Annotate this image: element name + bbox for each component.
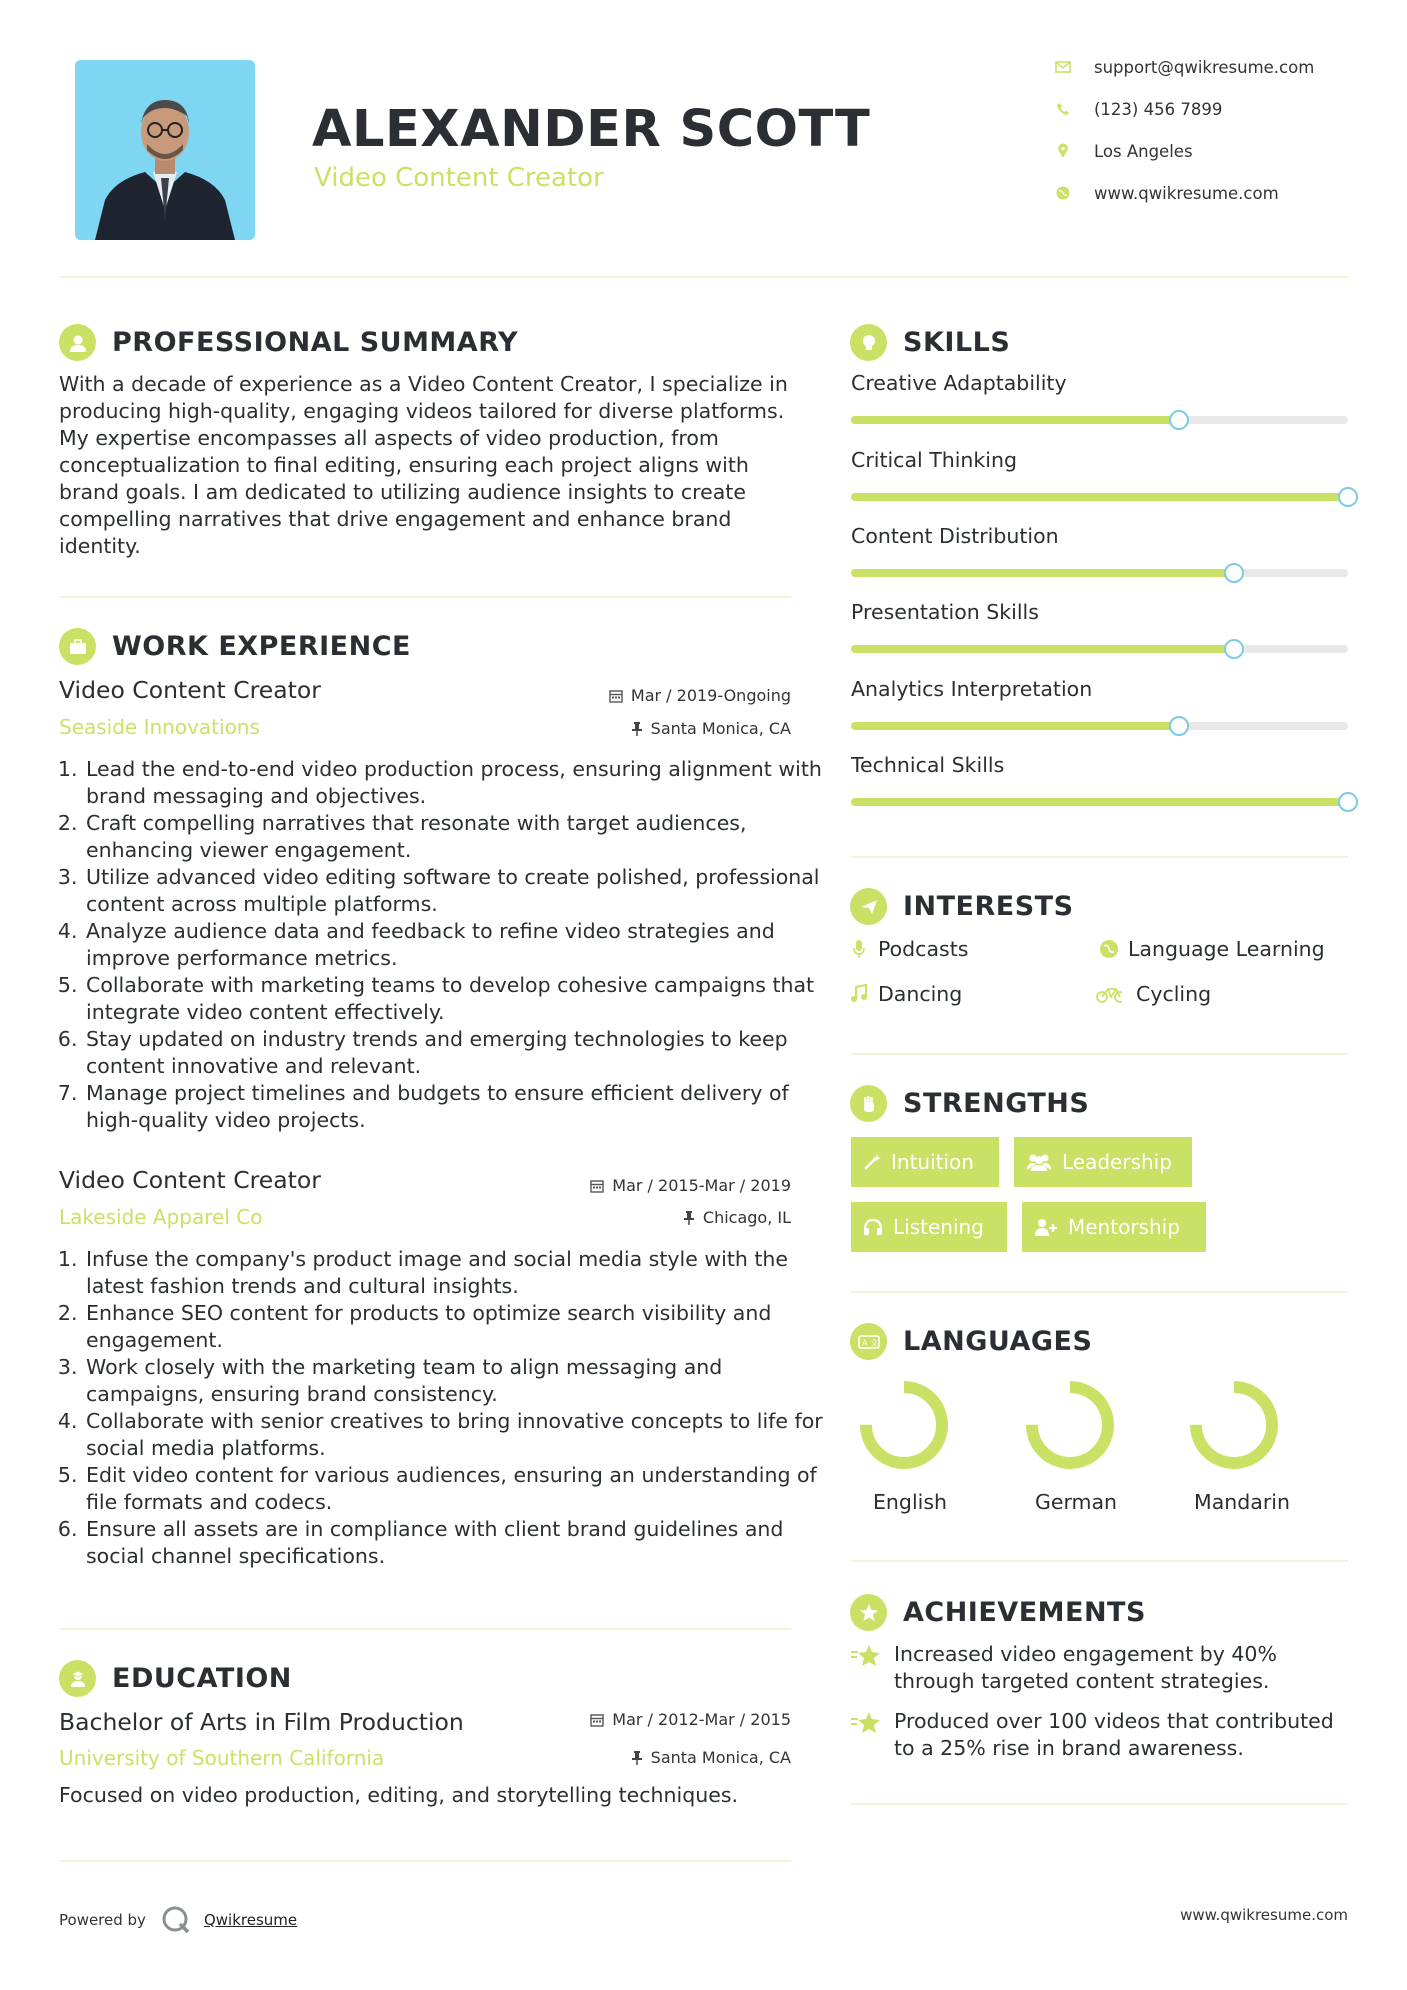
list-item: 1. Lead the end-to-end video production process, ensuring alignment with brand messaging and objectives. (84, 756, 824, 810)
job-date-text: Mar / 2019-Ongoing (630, 686, 791, 705)
contact-email-text: support@qwikresume.com (1094, 57, 1315, 77)
candidate-name: ALEXANDER SCOTT (312, 100, 871, 159)
job-company: Lakeside Apparel Co (59, 1205, 263, 1229)
skill-bar (851, 798, 1348, 806)
lightbulb-icon (850, 324, 887, 361)
skill-name: Analytics Interpretation (851, 677, 1093, 701)
contact-phone-text: (123) 456 7899 (1094, 99, 1223, 119)
language-rings (851, 1380, 1348, 1490)
job-location-text: Chicago, IL (702, 1208, 791, 1227)
experience-title: WORK EXPERIENCE (112, 631, 411, 662)
music-note-icon (846, 984, 872, 1004)
job-role: Video Content Creator (59, 1166, 321, 1194)
strength-label: Mentorship (1068, 1215, 1180, 1239)
job-location-text: Santa Monica, CA (650, 719, 791, 738)
pin-icon (631, 1751, 643, 1765)
user-plus-icon (1034, 1218, 1058, 1236)
degree-name: Bachelor of Arts in Film Production (59, 1708, 464, 1736)
skill-bar-fill (851, 722, 1179, 730)
strength-label: Leadership (1062, 1150, 1172, 1174)
star-icon (850, 1641, 882, 1676)
education-date (590, 1710, 791, 1729)
language-ring (1032, 1387, 1108, 1463)
achievements-divider (851, 1803, 1348, 1805)
strengths-divider (851, 1291, 1348, 1293)
language-label: German (1034, 1490, 1118, 1514)
school-name: University of Southern California (59, 1746, 385, 1770)
interest-label: Dancing (878, 982, 963, 1006)
experience-divider (59, 1628, 791, 1630)
skill-bar-fill (851, 645, 1234, 653)
interests-divider (851, 1053, 1348, 1055)
job-bullets (52, 1246, 824, 1570)
achievements-title: ACHIEVEMENTS (903, 1597, 1146, 1628)
hand-icon (850, 1085, 887, 1122)
list-item: 5. Edit video content for various audiences, ensuring an understanding of file formats and codecs. (84, 1462, 824, 1516)
list-item: 2. Craft compelling narratives that resonate with target audiences, enhancing viewer engagement. (84, 810, 824, 864)
graduation-icon (59, 1660, 96, 1697)
achievement-item (850, 1641, 1350, 1695)
skill-bar-fill (851, 569, 1234, 577)
interest-label: Podcasts (878, 937, 969, 961)
languages-title: LANGUAGES (903, 1326, 1093, 1357)
skill-name: Technical Skills (851, 753, 1005, 777)
skill-bar-knob (1169, 716, 1189, 736)
interests-title: INTERESTS (903, 891, 1074, 922)
list-item: 6. Stay updated on industry trends and emerging technologies to keep content innovative and relevant. (84, 1026, 824, 1080)
pin-icon (683, 1211, 695, 1225)
footer-powered (59, 1904, 297, 1936)
skills-title: SKILLS (903, 327, 1011, 358)
star-icon (850, 1708, 882, 1743)
skill-name: Creative Adaptability (851, 371, 1067, 395)
skills-heading (850, 324, 1010, 361)
language-ring (866, 1387, 942, 1463)
interest-item (846, 982, 962, 1006)
list-item: 3. Utilize advanced video editing software to create polished, professional content across multiple platforms. (84, 864, 824, 918)
list-item: 6. Ensure all assets are in compliance with client brand guidelines and social channel specifications. (84, 1516, 824, 1570)
strength-tag (1022, 1202, 1206, 1252)
achievement-item (850, 1708, 1350, 1762)
pin-icon (631, 722, 643, 736)
contact-website-text: www.qwikresume.com (1094, 183, 1279, 203)
globe-icon (1052, 182, 1074, 204)
education-title: EDUCATION (112, 1663, 292, 1694)
skill-bar-knob (1338, 792, 1358, 812)
skill-name: Presentation Skills (851, 600, 1039, 624)
skill-bar-knob (1169, 410, 1189, 430)
job-date (609, 686, 791, 705)
qwikresume-logo-icon (160, 1904, 192, 1936)
summary-divider (59, 596, 791, 598)
users-icon (1026, 1153, 1052, 1171)
calendar-icon (590, 1179, 604, 1193)
skill-bar-knob (1224, 563, 1244, 583)
summary-heading (59, 324, 518, 361)
list-item: 3. Work closely with the marketing team to align messaging and campaigns, ensuring brand consistency. (84, 1354, 824, 1408)
job-date-text: Mar / 2015-Mar / 2019 (612, 1176, 791, 1195)
skill-bar (851, 722, 1348, 730)
headphones-icon (863, 1218, 883, 1236)
languages-divider (851, 1560, 1348, 1562)
strength-tag (851, 1202, 1007, 1252)
mail-icon (1052, 56, 1074, 78)
svg-text:A 文: A 文 (861, 1338, 878, 1347)
globe-icon (1096, 939, 1122, 959)
skill-name: Content Distribution (851, 524, 1059, 548)
language-ring (1196, 1387, 1272, 1463)
contact-phone[interactable] (1052, 98, 1222, 120)
job-location (631, 719, 791, 738)
star-badge-icon (850, 1594, 887, 1631)
strength-tag (1014, 1137, 1192, 1187)
interest-label: Language Learning (1128, 937, 1325, 961)
job-location (683, 1208, 791, 1227)
skill-bar (851, 645, 1348, 653)
achievement-text: Increased video engagement by 40% through targeted content strategies. (894, 1642, 1277, 1693)
summary-text: With a decade of experience as a Video Content Creator, I specialize in producing high-quality, engaging videos tailored for diverse platforms. My expertise encompasses all aspects of video production, from conceptualization to final editing, ensuring each project aligns with brand goals. I am dedicated to utilizing audience insights to create compelling narratives that drive engagement and enhance brand identity. (59, 372, 788, 558)
achievements-heading (850, 1594, 1146, 1631)
bicycle-icon (1096, 985, 1122, 1003)
calendar-icon (590, 1713, 604, 1727)
skills-divider (851, 856, 1348, 858)
skill-bar (851, 416, 1348, 424)
interests-heading (850, 888, 1074, 925)
contact-website[interactable] (1052, 182, 1279, 204)
user-icon (59, 324, 96, 361)
footer-website[interactable]: www.qwikresume.com (1180, 1906, 1348, 1924)
skill-bar-fill (851, 416, 1179, 424)
job-date (590, 1176, 791, 1195)
languages-heading (850, 1323, 1092, 1360)
strength-label: Intuition (891, 1150, 974, 1174)
skill-bar-fill (851, 798, 1348, 806)
achievement-text: Produced over 100 videos that contributed to a 25% rise in brand awareness. (894, 1709, 1334, 1760)
list-item: 2. Enhance SEO content for products to optimize search visibility and engagement. (84, 1300, 824, 1354)
skill-bar (851, 569, 1348, 577)
contact-location-text: Los Angeles (1094, 141, 1193, 161)
education-divider (59, 1860, 791, 1862)
education-location-text: Santa Monica, CA (650, 1748, 791, 1767)
skill-bar-fill (851, 493, 1348, 501)
strengths-title: STRENGTHS (903, 1088, 1090, 1119)
strengths-heading (850, 1085, 1089, 1122)
job-role: Video Content Creator (59, 676, 321, 704)
education-heading (59, 1660, 292, 1697)
interest-item (1096, 982, 1211, 1006)
interest-item (1096, 937, 1325, 961)
skill-bar-knob (1224, 639, 1244, 659)
list-item: 4. Collaborate with senior creatives to bring innovative concepts to life for social media platforms. (84, 1408, 824, 1462)
list-item: 4. Analyze audience data and feedback to refine video strategies and improve performance metrics. (84, 918, 824, 972)
education-description: Focused on video production, editing, and storytelling techniques. (59, 1783, 739, 1807)
experience-heading (59, 628, 411, 665)
language-label: Mandarin (1194, 1490, 1290, 1514)
briefcase-icon (59, 628, 96, 665)
calendar-icon (609, 689, 623, 703)
candidate-title: Video Content Creator (314, 163, 604, 193)
language-label: English (872, 1490, 948, 1514)
list-item: 5. Collaborate with marketing teams to develop cohesive campaigns that integrate video content effectively. (84, 972, 824, 1026)
strength-tag (851, 1137, 999, 1187)
header-divider (59, 276, 1349, 278)
qwikresume-link[interactable]: Qwikresume (203, 1911, 298, 1929)
profile-photo (75, 60, 255, 240)
skill-bar-knob (1338, 487, 1358, 507)
interest-label: Cycling (1136, 982, 1212, 1006)
list-item: 1. Infuse the company's product image and social media style with the latest fashion trends and cultural insights. (84, 1246, 824, 1300)
paper-plane-icon (850, 888, 887, 925)
summary-title: PROFESSIONAL SUMMARY (112, 327, 519, 358)
skill-name: Critical Thinking (851, 448, 1017, 472)
translate-icon (850, 1323, 887, 1360)
job-company: Seaside Innovations (59, 715, 260, 739)
powered-by-text: Powered by (59, 1911, 146, 1929)
interest-item (846, 937, 968, 961)
contact-location (1052, 140, 1193, 162)
list-item: 7. Manage project timelines and budgets to ensure efficient delivery of high-quality video projects. (84, 1080, 824, 1134)
magic-wand-icon (863, 1153, 881, 1171)
contact-email[interactable] (1052, 56, 1314, 78)
education-location (631, 1748, 791, 1767)
location-pin-icon (1052, 140, 1074, 162)
strength-label: Listening (893, 1215, 984, 1239)
microphone-icon (846, 939, 872, 959)
job-bullets (52, 756, 824, 1134)
education-date-text: Mar / 2012-Mar / 2015 (612, 1710, 791, 1729)
skill-bar (851, 493, 1348, 501)
phone-icon (1052, 98, 1074, 120)
